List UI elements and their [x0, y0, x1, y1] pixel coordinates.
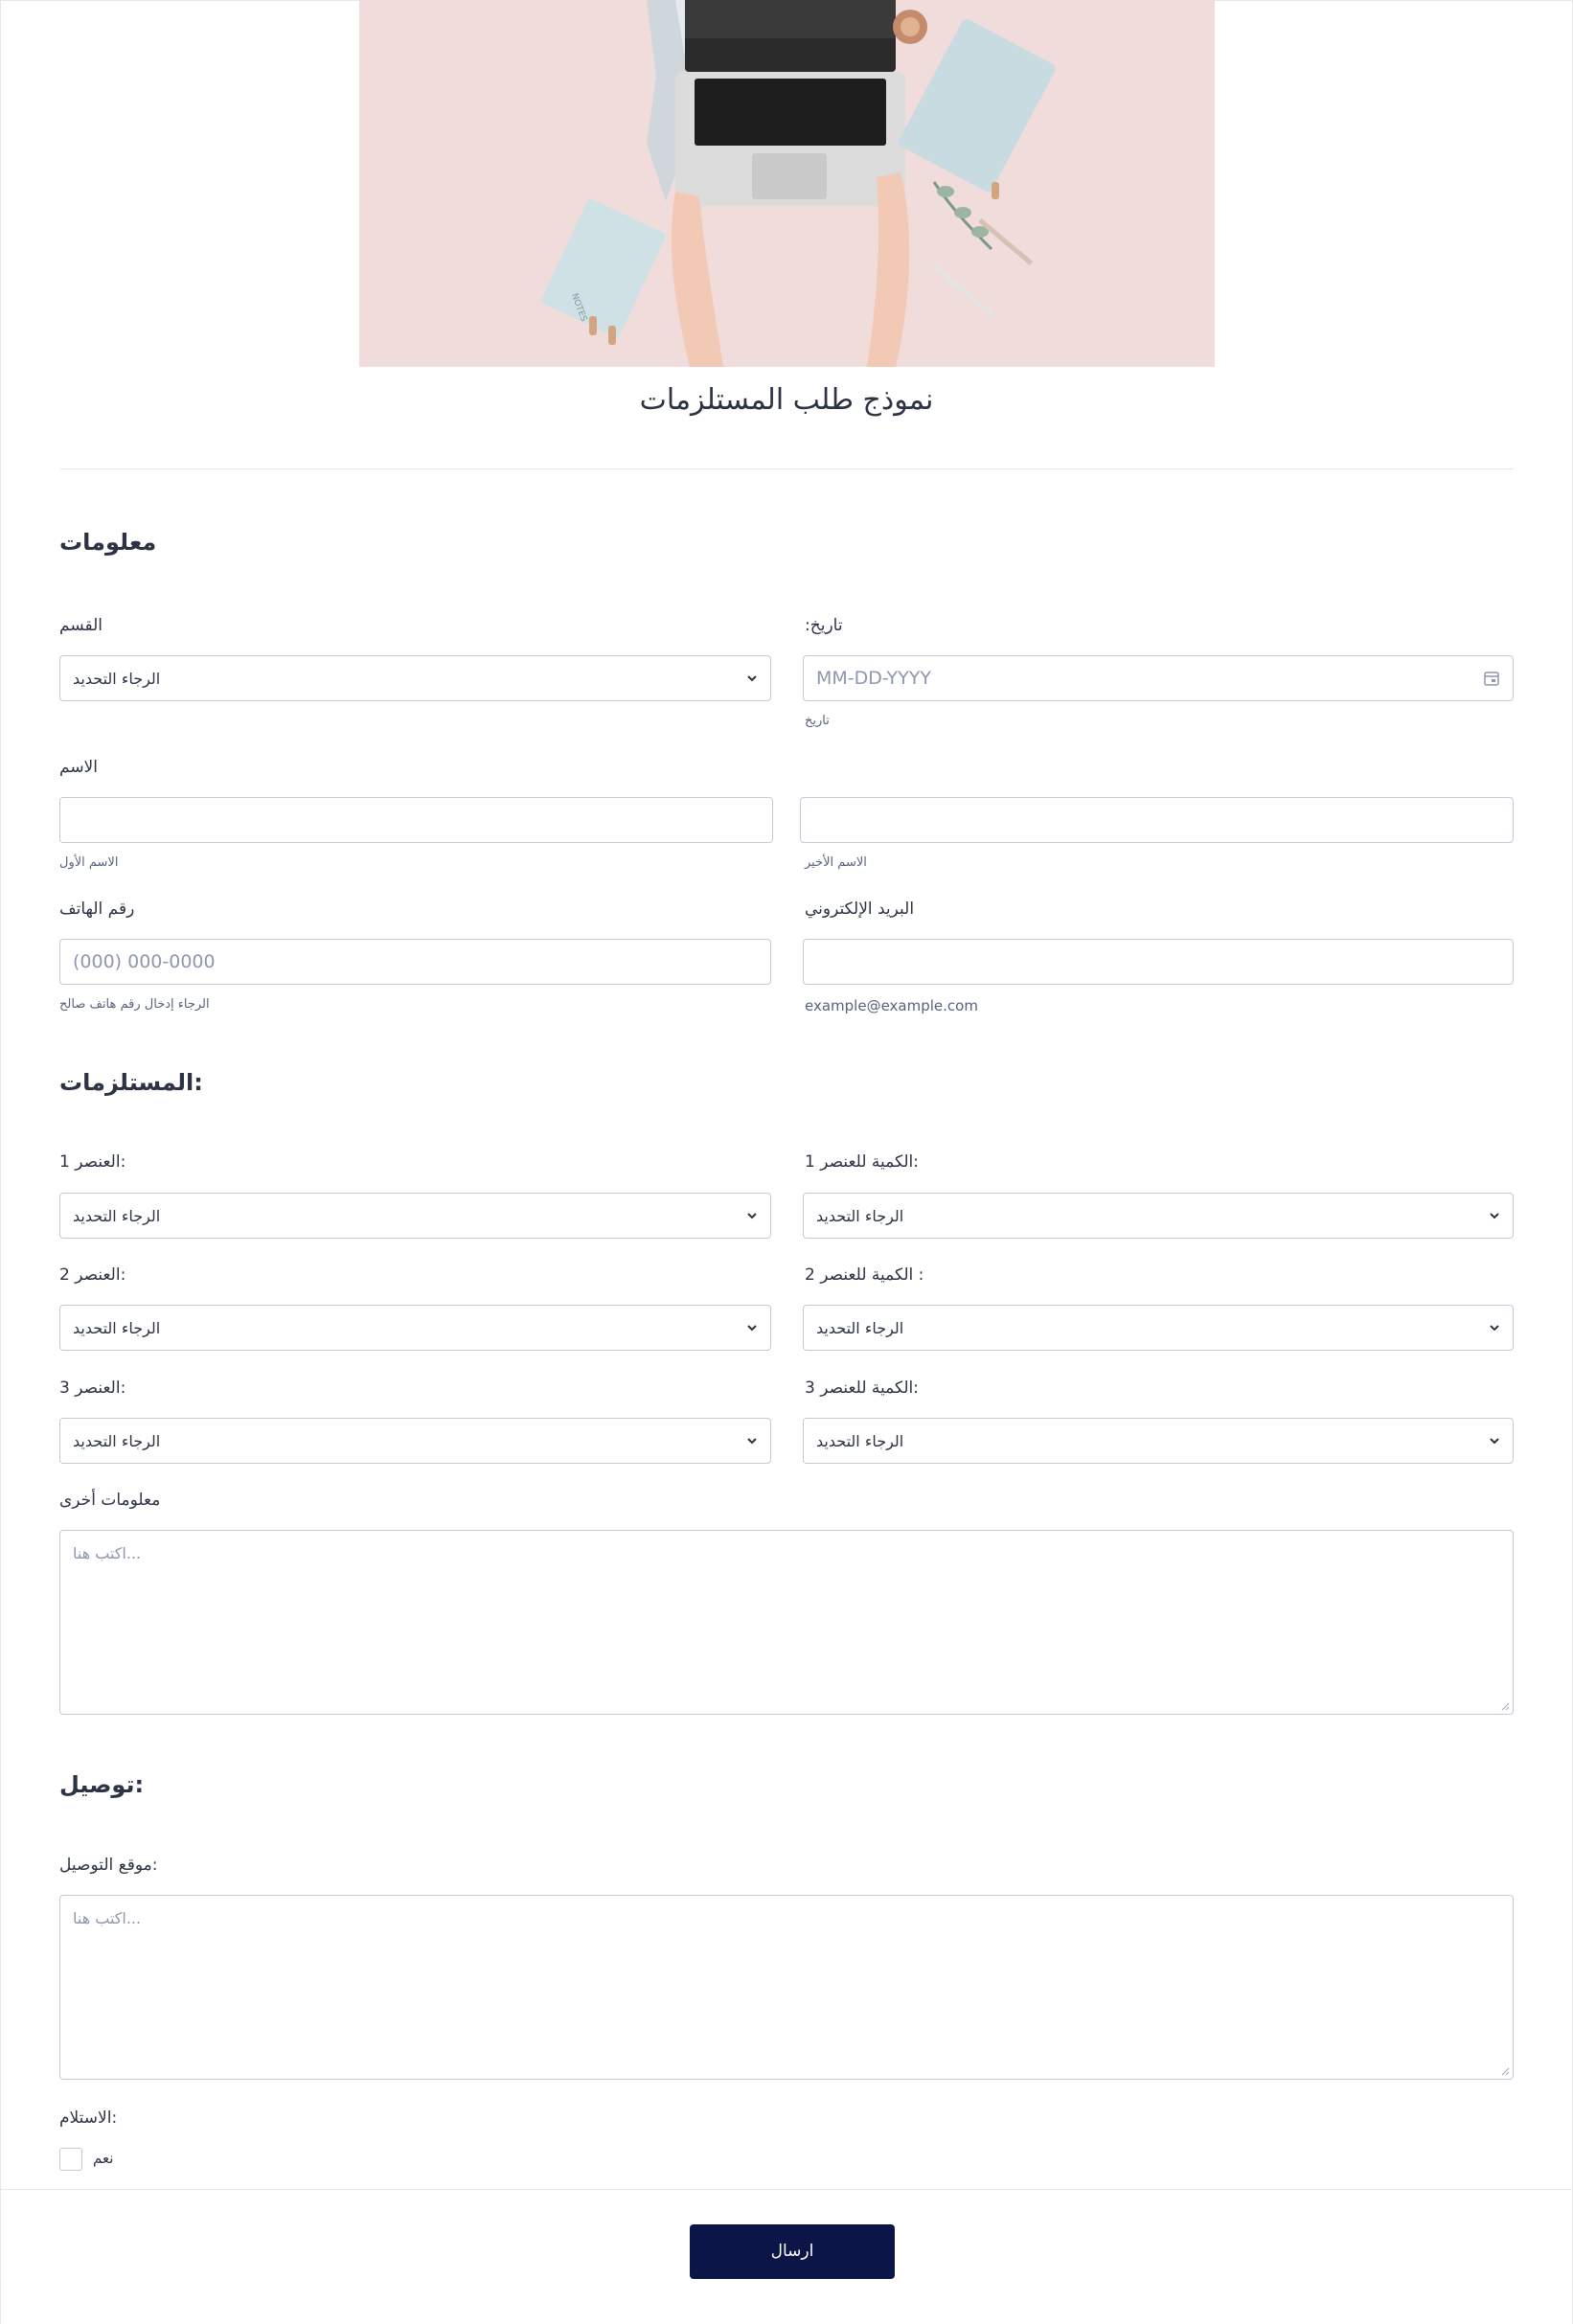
- chevron-down-icon: [745, 1209, 759, 1222]
- submit-button[interactable]: ارسال: [690, 2224, 895, 2279]
- chevron-down-icon: [745, 672, 759, 685]
- qty3-select[interactable]: [803, 1418, 1514, 1464]
- qty1-select-value: الرجاء التحديد: [816, 1207, 904, 1225]
- delivery-location-label: موقع التوصيل:: [59, 1856, 158, 1875]
- section-heading-supplies: المستلزمات:: [59, 1069, 203, 1096]
- qty1-label: الكمية للعنصر 1:: [805, 1152, 919, 1172]
- qty3-select-value: الرجاء التحديد: [816, 1432, 904, 1450]
- resize-handle-icon[interactable]: [1500, 2066, 1510, 2076]
- item1-select-value: الرجاء التحديد: [73, 1207, 161, 1225]
- qty2-select-value: الرجاء التحديد: [816, 1319, 904, 1337]
- item2-label: العنصر 2:: [59, 1265, 126, 1285]
- last-name-input[interactable]: [800, 797, 1514, 843]
- email-label: البريد الإلكتروني: [805, 900, 915, 919]
- email-input[interactable]: [803, 939, 1514, 985]
- phone-placeholder: (000) 000-0000: [73, 951, 216, 972]
- item2-select-value: الرجاء التحديد: [73, 1319, 161, 1337]
- delivery-location-placeholder: اكتب هنا...: [73, 1909, 142, 1927]
- phone-sublabel: الرجاء إدخال رقم هاتف صالح: [59, 997, 210, 1012]
- phone-label: رقم الهاتف: [59, 900, 135, 919]
- pickup-yes-checkbox[interactable]: [59, 2148, 82, 2171]
- department-label: القسم: [59, 616, 103, 635]
- chevron-down-icon: [1488, 1434, 1501, 1447]
- item2-select[interactable]: [59, 1305, 771, 1351]
- date-placeholder: MM-DD-YYYY: [816, 668, 931, 689]
- delivery-location-textarea[interactable]: [59, 1895, 1514, 2080]
- name-label: الاسم: [59, 758, 98, 777]
- pickup-yes-label[interactable]: نعم: [93, 2150, 114, 2167]
- first-name-input[interactable]: [59, 797, 773, 843]
- item1-select[interactable]: [59, 1193, 771, 1239]
- first-name-sublabel: الاسم الأول: [59, 855, 119, 870]
- qty2-label: الكمية للعنصر 2 :: [805, 1265, 924, 1285]
- other-info-placeholder: اكتب هنا...: [73, 1544, 142, 1562]
- item3-select[interactable]: [59, 1418, 771, 1464]
- department-select-value: الرجاء التحديد: [73, 670, 161, 688]
- title-divider: [59, 468, 1514, 469]
- department-select[interactable]: [59, 655, 771, 701]
- chevron-down-icon: [745, 1434, 759, 1447]
- section-heading-delivery: توصيل:: [59, 1771, 145, 1798]
- item3-label: العنصر 3:: [59, 1378, 126, 1398]
- other-info-textarea[interactable]: [59, 1530, 1514, 1715]
- item1-label: العنصر 1:: [59, 1152, 126, 1172]
- chevron-down-icon: [745, 1321, 759, 1334]
- qty1-select[interactable]: [803, 1193, 1514, 1239]
- last-name-sublabel: الاسم الأخير: [805, 855, 867, 870]
- resize-handle-icon[interactable]: [1500, 1701, 1510, 1711]
- form-title: نموذج طلب المستلزمات: [639, 383, 934, 417]
- chevron-down-icon: [1488, 1209, 1501, 1222]
- other-info-label: معلومات أخرى: [59, 1491, 161, 1510]
- date-sublabel: تاريخ: [805, 714, 830, 728]
- qty2-select[interactable]: [803, 1305, 1514, 1351]
- email-sublabel: example@example.com: [805, 997, 978, 1014]
- chevron-down-icon: [1488, 1321, 1501, 1334]
- laptop-desk-illustration: [359, 0, 1215, 367]
- notebook-label: NOTES: [569, 291, 588, 324]
- section-heading-info: معلومات: [59, 529, 157, 556]
- qty3-label: الكمية للعنصر 3:: [805, 1378, 919, 1398]
- pickup-label: الاستلام:: [59, 2108, 118, 2128]
- footer-divider: [0, 2189, 1573, 2190]
- item3-select-value: الرجاء التحديد: [73, 1432, 161, 1450]
- phone-input[interactable]: [59, 939, 771, 985]
- calendar-icon[interactable]: [1483, 670, 1500, 687]
- date-input[interactable]: [803, 655, 1514, 701]
- date-label: :تاريخ: [805, 616, 843, 635]
- header-image: [359, 0, 1215, 367]
